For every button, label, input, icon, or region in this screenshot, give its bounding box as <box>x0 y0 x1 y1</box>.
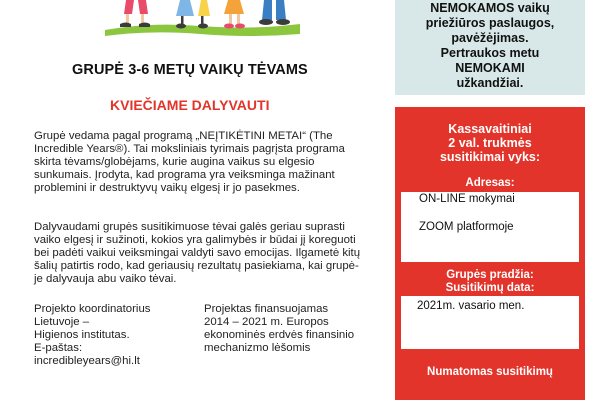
page-title: GRUPĖ 3-6 METŲ VAIKŲ TĖVAMS <box>72 62 308 78</box>
sidebar <box>395 0 585 400</box>
address-line <box>419 206 579 220</box>
text-line: sunkumais. Įrodyta, kad programa yra veiksminga mažinant <box>34 169 335 181</box>
address-field <box>401 192 579 262</box>
child-figure-middle <box>176 0 210 29</box>
info-line: pavėžėjimas. <box>451 31 529 45</box>
funding-info <box>204 303 354 355</box>
heading-line: 2 val. trukmės <box>448 136 532 150</box>
info-line: užkandžiai. <box>456 76 524 90</box>
child-figure-left <box>120 0 150 27</box>
participation-description <box>34 221 384 286</box>
meeting-heading <box>395 107 585 164</box>
text-line: bei padėti vaikui veiksmingai valdyti savo emocijas. Ilgametė kitų <box>34 247 361 259</box>
address-line: ON-LINE mokymai <box>419 193 515 205</box>
text-line: šalių patirtis rodo, kad geriausių rezultatų pasiekiama, kai grupė- <box>34 260 359 272</box>
text-line: mechanizmo lėšomis <box>204 342 311 354</box>
text-line: E-paštas: <box>34 342 83 354</box>
text-line: je dalyvauja abu vaiko tėvai. <box>34 273 177 285</box>
text-line: Grupė vedama pagal programą „NEĮTIKĖTINI METAI“ (The <box>34 130 333 142</box>
text-line: ekonominės erdvės finansinio <box>204 329 355 341</box>
label-line: Susitikimų data: <box>445 282 535 294</box>
start-date-label <box>395 269 585 295</box>
label-line: Grupės pradžia: <box>446 269 534 281</box>
contact-email[interactable]: incredibleyears@hi.lt <box>34 355 140 367</box>
text-line: Projekto koordinatorius <box>34 303 151 315</box>
info-line: priežiūros paslaugos, <box>425 16 555 30</box>
coordinator-info <box>34 303 151 368</box>
info-line: NEMOKAMOS vaikų <box>430 1 550 15</box>
heading-line: Kassavaitiniai <box>448 122 532 136</box>
planned-meetings-label: Numatomas susitikimų <box>427 366 553 378</box>
start-date-value: 2021m. vasario men. <box>417 300 525 312</box>
children-illustration <box>0 0 370 40</box>
address-line: ZOOM platformoje <box>419 221 514 233</box>
child-figure-right <box>224 0 245 29</box>
text-line: problemini ir destruktyvų vaikų elgesį ir jo pasekmes. <box>34 182 300 194</box>
invitation-heading: KVIEČIAME DALYVAUTI <box>110 97 270 113</box>
start-date-field <box>401 296 579 349</box>
text-line: skirta tėvams/globėjams, kurie augina vaikus su elgesio <box>34 156 315 168</box>
adult-figure-right <box>259 0 290 25</box>
services-info-box <box>395 0 585 95</box>
text-line: Dalyvaudami grupės susitikimuose tėvai galės geriau suprasti <box>34 221 345 233</box>
text-line: Higienos institutas. <box>34 329 130 341</box>
text-line: 2014 – 2021 m. Europos <box>204 316 329 328</box>
text-line: Incredible Years®). Tai moksliniais tyrimais pagrįsta programa <box>34 143 345 155</box>
text-line: Lietuvoje – <box>34 316 90 328</box>
address-label: Adresas: <box>465 177 515 189</box>
info-line: NEMOKAMI <box>455 61 525 75</box>
text-line: vaiko elgesį ir sužinoti, kokios yra galimybės ir būdai jį koreguoti <box>34 234 356 246</box>
program-description <box>34 130 384 195</box>
info-line: Pertraukos metu <box>440 46 540 60</box>
meeting-details-panel <box>395 107 585 400</box>
text-line: Projektas finansuojamas <box>204 303 329 315</box>
heading-line: susitikimai vyks: <box>439 150 541 164</box>
